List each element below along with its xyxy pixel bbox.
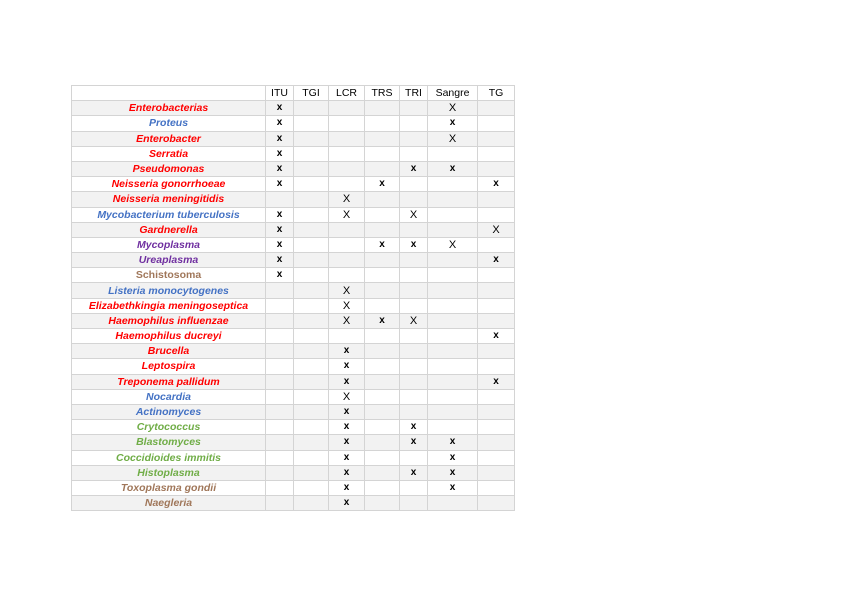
mark-cell-tri	[400, 116, 428, 131]
table-row	[72, 298, 515, 313]
mark-cell-trs	[365, 496, 400, 511]
mark-cell-tg: x	[478, 329, 515, 344]
mark-cell-sangre	[428, 329, 478, 344]
table-row	[72, 177, 515, 192]
mark-cell-itu: x	[266, 222, 294, 237]
mark-cell-tg	[478, 480, 515, 495]
mark-cell-tg	[478, 404, 515, 419]
mark-cell-lcr: x	[329, 344, 365, 359]
mark-cell-tri	[400, 298, 428, 313]
mark-cell-tgi	[294, 480, 329, 495]
header-sangre: Sangre	[428, 86, 478, 101]
mark-cell-tg	[478, 435, 515, 450]
organism-name: Enterobacter	[72, 131, 266, 146]
organism-name: Schistosoma	[72, 268, 266, 283]
table-row	[72, 480, 515, 495]
organism-name: Histoplasma	[72, 465, 266, 480]
mark-cell-lcr	[329, 131, 365, 146]
mark-cell-itu	[266, 450, 294, 465]
mark-cell-itu	[266, 435, 294, 450]
mark-cell-tg	[478, 207, 515, 222]
mark-cell-sangre	[428, 389, 478, 404]
mark-cell-tri	[400, 496, 428, 511]
pathogen-sample-table	[71, 85, 515, 511]
table-row	[72, 283, 515, 298]
mark-cell-tgi	[294, 116, 329, 131]
organism-name: Crytococcus	[72, 420, 266, 435]
organism-name: Toxoplasma gondii	[72, 480, 266, 495]
mark-cell-trs	[365, 435, 400, 450]
table-row	[72, 146, 515, 161]
mark-cell-lcr: X	[329, 298, 365, 313]
mark-cell-tri: x	[400, 435, 428, 450]
organism-name: Treponema pallidum	[72, 374, 266, 389]
mark-cell-sangre	[428, 146, 478, 161]
mark-cell-sangre	[428, 192, 478, 207]
mark-cell-tgi	[294, 222, 329, 237]
mark-cell-tg: X	[478, 222, 515, 237]
organism-name: Brucella	[72, 344, 266, 359]
mark-cell-tgi	[294, 253, 329, 268]
mark-cell-tri: x	[400, 237, 428, 252]
mark-cell-tri	[400, 374, 428, 389]
mark-cell-lcr: x	[329, 435, 365, 450]
mark-cell-lcr: X	[329, 389, 365, 404]
mark-cell-itu	[266, 389, 294, 404]
mark-cell-tri	[400, 329, 428, 344]
organism-name: Serratia	[72, 146, 266, 161]
mark-cell-tri	[400, 222, 428, 237]
mark-cell-itu: x	[266, 161, 294, 176]
organism-name: Neisseria gonorrhoeae	[72, 177, 266, 192]
mark-cell-trs	[365, 131, 400, 146]
mark-cell-tgi	[294, 329, 329, 344]
table-row	[72, 450, 515, 465]
mark-cell-tri	[400, 131, 428, 146]
header-organism-column	[72, 86, 266, 101]
mark-cell-sangre	[428, 298, 478, 313]
mark-cell-trs	[365, 192, 400, 207]
organism-name: Blastomyces	[72, 435, 266, 450]
mark-cell-tg	[478, 101, 515, 116]
mark-cell-tri	[400, 359, 428, 374]
mark-cell-tri	[400, 177, 428, 192]
organism-name: Neisseria meningitidis	[72, 192, 266, 207]
mark-cell-lcr: x	[329, 404, 365, 419]
mark-cell-tg	[478, 465, 515, 480]
mark-cell-tri	[400, 450, 428, 465]
mark-cell-tg	[478, 146, 515, 161]
table-row	[72, 268, 515, 283]
organism-name: Actinomyces	[72, 404, 266, 419]
mark-cell-tri: X	[400, 207, 428, 222]
mark-cell-sangre: X	[428, 237, 478, 252]
table-row	[72, 131, 515, 146]
mark-cell-sangre: x	[428, 161, 478, 176]
mark-cell-tri	[400, 101, 428, 116]
mark-cell-sangre	[428, 222, 478, 237]
table-row	[72, 420, 515, 435]
organism-name: Gardnerella	[72, 222, 266, 237]
table-row	[72, 344, 515, 359]
table-row	[72, 359, 515, 374]
mark-cell-tgi	[294, 496, 329, 511]
mark-cell-tg	[478, 161, 515, 176]
mark-cell-tri	[400, 146, 428, 161]
mark-cell-trs	[365, 344, 400, 359]
mark-cell-tgi	[294, 237, 329, 252]
mark-cell-tg	[478, 344, 515, 359]
mark-cell-sangre: X	[428, 131, 478, 146]
mark-cell-tgi	[294, 101, 329, 116]
mark-cell-lcr: X	[329, 283, 365, 298]
mark-cell-sangre	[428, 283, 478, 298]
table-row	[72, 222, 515, 237]
mark-cell-trs	[365, 450, 400, 465]
mark-cell-trs	[365, 116, 400, 131]
mark-cell-tg	[478, 450, 515, 465]
mark-cell-sangre	[428, 253, 478, 268]
header-tgi: TGI	[294, 86, 329, 101]
organism-name: Nocardia	[72, 389, 266, 404]
mark-cell-trs	[365, 207, 400, 222]
table-row	[72, 101, 515, 116]
mark-cell-tgi	[294, 192, 329, 207]
mark-cell-sangre	[428, 207, 478, 222]
table-row	[72, 161, 515, 176]
mark-cell-tg	[478, 192, 515, 207]
mark-cell-tg	[478, 283, 515, 298]
mark-cell-itu: x	[266, 237, 294, 252]
mark-cell-tgi	[294, 420, 329, 435]
mark-cell-tgi	[294, 465, 329, 480]
mark-cell-lcr	[329, 161, 365, 176]
mark-cell-tgi	[294, 146, 329, 161]
mark-cell-tri: x	[400, 465, 428, 480]
mark-cell-itu	[266, 344, 294, 359]
header-lcr: LCR	[329, 86, 365, 101]
mark-cell-tri	[400, 404, 428, 419]
mark-cell-tgi	[294, 298, 329, 313]
mark-cell-itu	[266, 283, 294, 298]
mark-cell-sangre: x	[428, 116, 478, 131]
mark-cell-itu	[266, 329, 294, 344]
table-row	[72, 496, 515, 511]
mark-cell-itu	[266, 496, 294, 511]
mark-cell-tg: x	[478, 374, 515, 389]
mark-cell-lcr	[329, 222, 365, 237]
mark-cell-trs	[365, 465, 400, 480]
mark-cell-tri: x	[400, 161, 428, 176]
mark-cell-trs	[365, 389, 400, 404]
table-row	[72, 389, 515, 404]
table-row	[72, 313, 515, 328]
mark-cell-lcr: x	[329, 374, 365, 389]
table-row	[72, 404, 515, 419]
mark-cell-itu	[266, 298, 294, 313]
mark-cell-sangre: x	[428, 480, 478, 495]
mark-cell-tri	[400, 268, 428, 283]
mark-cell-tg	[478, 268, 515, 283]
organism-name: Naegleria	[72, 496, 266, 511]
mark-cell-sangre	[428, 177, 478, 192]
header-itu: ITU	[266, 86, 294, 101]
mark-cell-trs	[365, 253, 400, 268]
mark-cell-tri	[400, 253, 428, 268]
mark-cell-lcr	[329, 237, 365, 252]
mark-cell-itu	[266, 420, 294, 435]
organism-name: Mycoplasma	[72, 237, 266, 252]
mark-cell-lcr	[329, 101, 365, 116]
table-row	[72, 192, 515, 207]
mark-cell-sangre	[428, 359, 478, 374]
mark-cell-itu	[266, 404, 294, 419]
table-row	[72, 465, 515, 480]
mark-cell-lcr: x	[329, 359, 365, 374]
organism-name: Pseudomonas	[72, 161, 266, 176]
mark-cell-tgi	[294, 131, 329, 146]
organism-name: Enterobacterias	[72, 101, 266, 116]
mark-cell-lcr	[329, 146, 365, 161]
mark-cell-lcr: x	[329, 420, 365, 435]
organism-name: Elizabethkingia meningoseptica	[72, 298, 266, 313]
mark-cell-lcr: X	[329, 207, 365, 222]
mark-cell-trs: x	[365, 313, 400, 328]
mark-cell-tgi	[294, 359, 329, 374]
mark-cell-sangre	[428, 404, 478, 419]
mark-cell-tgi	[294, 404, 329, 419]
mark-cell-tg: x	[478, 177, 515, 192]
mark-cell-trs	[365, 222, 400, 237]
mark-cell-itu	[266, 359, 294, 374]
mark-cell-lcr	[329, 253, 365, 268]
mark-cell-lcr: x	[329, 496, 365, 511]
mark-cell-trs	[365, 404, 400, 419]
mark-cell-itu	[266, 374, 294, 389]
mark-cell-tg	[478, 116, 515, 131]
organism-name: Haemophilus ducreyi	[72, 329, 266, 344]
mark-cell-tg	[478, 298, 515, 313]
mark-cell-lcr: x	[329, 465, 365, 480]
mark-cell-tri	[400, 192, 428, 207]
mark-cell-itu	[266, 192, 294, 207]
mark-cell-tri	[400, 389, 428, 404]
table-row	[72, 237, 515, 252]
table-row	[72, 435, 515, 450]
mark-cell-itu: x	[266, 207, 294, 222]
mark-cell-lcr: x	[329, 480, 365, 495]
mark-cell-trs	[365, 420, 400, 435]
mark-cell-lcr: X	[329, 313, 365, 328]
mark-cell-tgi	[294, 389, 329, 404]
organism-name: Listeria monocytogenes	[72, 283, 266, 298]
organism-name: Haemophilus influenzae	[72, 313, 266, 328]
table-row	[72, 253, 515, 268]
header-row	[72, 86, 515, 101]
mark-cell-trs	[365, 283, 400, 298]
mark-cell-tg: x	[478, 253, 515, 268]
mark-cell-tgi	[294, 344, 329, 359]
table-body	[72, 101, 515, 511]
mark-cell-trs	[365, 161, 400, 176]
organism-name: Proteus	[72, 116, 266, 131]
mark-cell-sangre	[428, 344, 478, 359]
mark-cell-lcr: x	[329, 450, 365, 465]
mark-cell-sangre: x	[428, 450, 478, 465]
organism-name: Mycobacterium tuberculosis	[72, 207, 266, 222]
mark-cell-sangre: x	[428, 465, 478, 480]
mark-cell-tri	[400, 480, 428, 495]
mark-cell-trs	[365, 480, 400, 495]
mark-cell-tgi	[294, 177, 329, 192]
mark-cell-itu: x	[266, 268, 294, 283]
mark-cell-sangre	[428, 268, 478, 283]
mark-cell-itu: x	[266, 253, 294, 268]
header-tg: TG	[478, 86, 515, 101]
mark-cell-tg	[478, 313, 515, 328]
mark-cell-sangre	[428, 374, 478, 389]
organism-name: Leptospira	[72, 359, 266, 374]
mark-cell-trs	[365, 374, 400, 389]
table-row	[72, 207, 515, 222]
mark-cell-trs	[365, 146, 400, 161]
mark-cell-trs	[365, 359, 400, 374]
mark-cell-sangre: X	[428, 101, 478, 116]
table-row	[72, 374, 515, 389]
table-row	[72, 116, 515, 131]
mark-cell-tg	[478, 131, 515, 146]
mark-cell-itu: x	[266, 177, 294, 192]
organism-name: Ureaplasma	[72, 253, 266, 268]
mark-cell-lcr	[329, 329, 365, 344]
mark-cell-trs: x	[365, 177, 400, 192]
header-trs: TRS	[365, 86, 400, 101]
mark-cell-tgi	[294, 207, 329, 222]
mark-cell-tg	[478, 389, 515, 404]
mark-cell-itu: x	[266, 131, 294, 146]
mark-cell-tgi	[294, 435, 329, 450]
mark-cell-lcr: X	[329, 192, 365, 207]
mark-cell-itu: x	[266, 146, 294, 161]
mark-cell-trs: x	[365, 237, 400, 252]
mark-cell-itu	[266, 480, 294, 495]
mark-cell-tgi	[294, 450, 329, 465]
mark-cell-lcr	[329, 177, 365, 192]
mark-cell-tg	[478, 237, 515, 252]
mark-cell-tg	[478, 420, 515, 435]
mark-cell-tg	[478, 496, 515, 511]
organism-name: Coccidioides immitis	[72, 450, 266, 465]
mark-cell-tgi	[294, 283, 329, 298]
mark-cell-itu: x	[266, 116, 294, 131]
mark-cell-tgi	[294, 268, 329, 283]
mark-cell-tri: x	[400, 420, 428, 435]
header-tri: TRI	[400, 86, 428, 101]
mark-cell-tg	[478, 359, 515, 374]
mark-cell-sangre	[428, 313, 478, 328]
mark-cell-trs	[365, 268, 400, 283]
mark-cell-tri	[400, 344, 428, 359]
table-row	[72, 329, 515, 344]
mark-cell-itu	[266, 313, 294, 328]
mark-cell-tgi	[294, 374, 329, 389]
mark-cell-tri: X	[400, 313, 428, 328]
mark-cell-tgi	[294, 161, 329, 176]
mark-cell-lcr	[329, 268, 365, 283]
mark-cell-trs	[365, 298, 400, 313]
mark-cell-trs	[365, 101, 400, 116]
mark-cell-sangre	[428, 420, 478, 435]
mark-cell-trs	[365, 329, 400, 344]
mark-cell-itu: x	[266, 101, 294, 116]
mark-cell-sangre: x	[428, 435, 478, 450]
mark-cell-tri	[400, 283, 428, 298]
mark-cell-sangre	[428, 496, 478, 511]
mark-cell-tgi	[294, 313, 329, 328]
mark-cell-itu	[266, 465, 294, 480]
mark-cell-lcr	[329, 116, 365, 131]
